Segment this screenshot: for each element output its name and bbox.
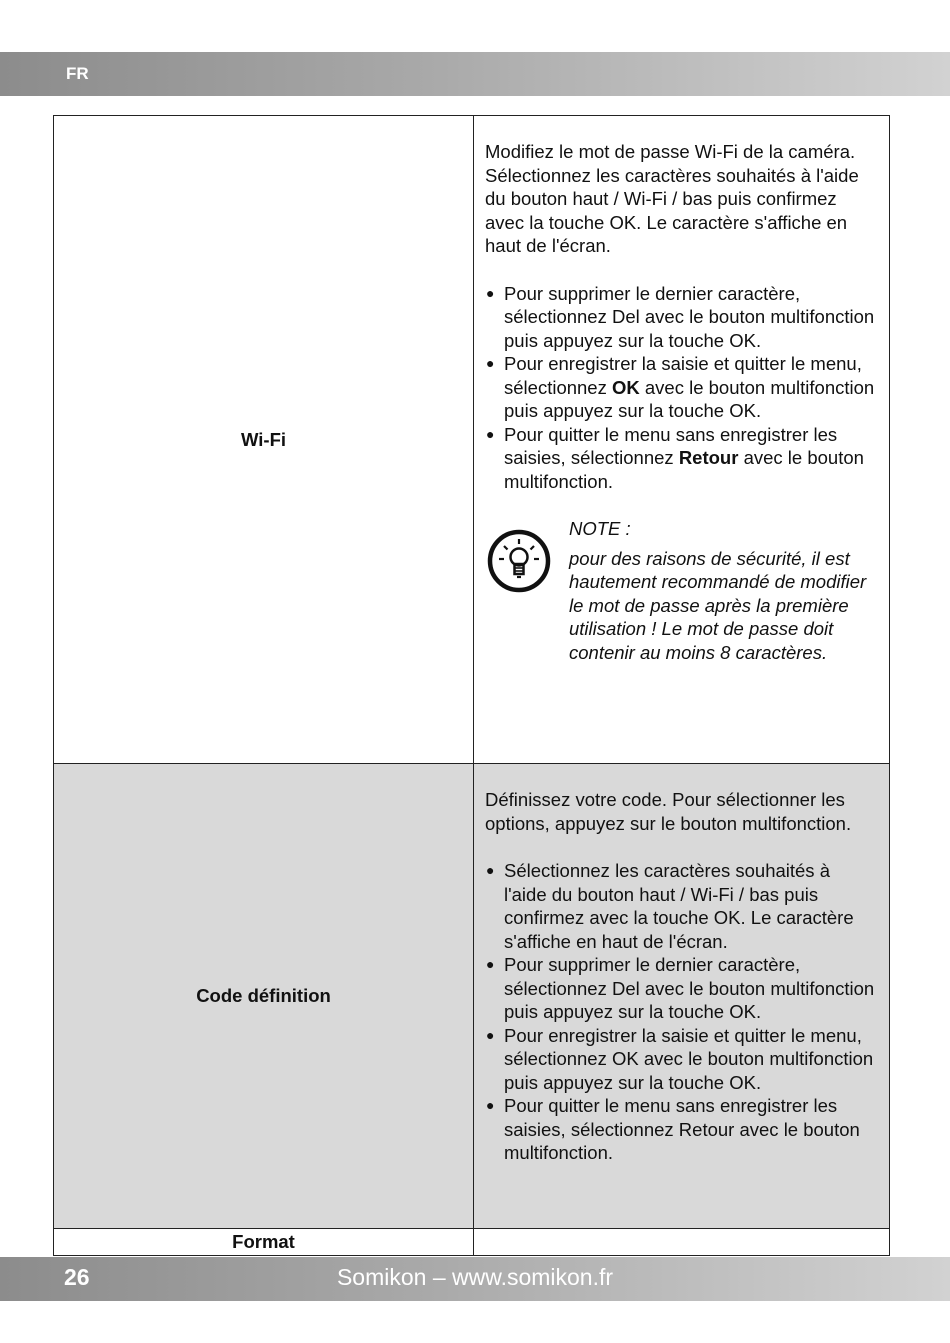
- note-box: [485, 517, 877, 687]
- bullet-text: Pour supprimer le dernier caractère, sélectionnez Del avec le bouton multifonction puis appuyez sur la touche OK.: [504, 282, 875, 351]
- format-label: Format: [54, 1229, 474, 1256]
- list-item: [485, 423, 877, 494]
- bullet-text: Sélectionnez les caractères souhaités à l'aide du bouton haut / Wi-Fi / bas puis confirmez avec la touche OK. Le caractère s'affiche en haut de l'écran.: [504, 860, 854, 952]
- table-row: [54, 116, 890, 764]
- bullet-icon: ●: [486, 1097, 495, 1113]
- list-item: [485, 282, 877, 353]
- bullet-text: Pour enregistrer la saisie et quitter le menu, sélectionnez: [504, 353, 862, 398]
- wifi-description: [474, 116, 890, 764]
- bullet-icon: ●: [486, 284, 495, 301]
- code-definition-description: [474, 764, 890, 1229]
- note-text: [569, 517, 877, 664]
- bullet-text: Pour enregistrer la saisie et quitter le menu, sélectionnez OK avec le bouton multifonction puis appuyez sur la touche OK.: [504, 1024, 874, 1093]
- wifi-bullet-list: [485, 282, 877, 494]
- list-item: [485, 859, 877, 953]
- wifi-label: Wi-Fi: [54, 116, 474, 764]
- list-item: [485, 1094, 877, 1165]
- language-label: FR: [66, 64, 89, 83]
- table-row: [54, 1229, 890, 1256]
- note-body: pour des raisons de sécurité, il est hautement recommandé de modifier le mot de passe après la première utilisation ! Le mot de passe doit contenir au moins 8 caractères.: [569, 547, 867, 663]
- code-definition-label: Code définition: [54, 764, 474, 1229]
- bullet-icon: ●: [486, 862, 495, 878]
- table-row: [54, 764, 890, 1229]
- bullet-icon: ●: [486, 956, 495, 972]
- page-number: 26: [64, 1264, 90, 1290]
- code-intro: Définissez votre code. Pour sélectionner les options, appuyez sur le bouton multifonction.: [485, 789, 852, 834]
- lightbulb-icon: [487, 529, 551, 593]
- list-item: [485, 352, 877, 423]
- bullet-text: avec le bouton multifonction.: [504, 447, 864, 492]
- footer-site: Somikon – www.somikon.fr: [336, 1264, 614, 1290]
- bullet-icon: ●: [486, 425, 495, 442]
- bullet-text: Pour supprimer le dernier caractère, sélectionnez Del avec le bouton multifonction puis appuyez sur la touche OK.: [504, 954, 875, 1022]
- bullet-text: Pour quitter le menu sans enregistrer les saisies, sélectionnez Retour avec le bouton multifonction.: [504, 1095, 860, 1163]
- settings-table: [53, 115, 890, 1256]
- header-bar: [0, 52, 950, 96]
- list-item: [485, 1024, 877, 1095]
- list-item: [485, 953, 877, 1024]
- bullet-text: avec le bouton multifonction puis appuyez sur la touche OK.: [504, 376, 875, 421]
- bullet-bold-text: Retour: [678, 447, 739, 468]
- note-title: NOTE :: [569, 518, 631, 539]
- format-description: [474, 1229, 890, 1256]
- bullet-text: Pour quitter le menu sans enregistrer les saisies, sélectionnez: [504, 423, 838, 468]
- wifi-intro: Modifiez le mot de passe Wi-Fi de la caméra. Sélectionnez les caractères souhaités à l'aide du bouton haut / Wi-Fi / bas puis confirmez avec la touche OK. Le caractère s'affiche en haut de l'écran.: [485, 141, 859, 256]
- code-bullet-list: [485, 859, 877, 1165]
- bullet-icon: ●: [486, 355, 495, 371]
- bullet-bold-text: OK: [611, 376, 640, 398]
- bullet-icon: ●: [486, 1026, 495, 1043]
